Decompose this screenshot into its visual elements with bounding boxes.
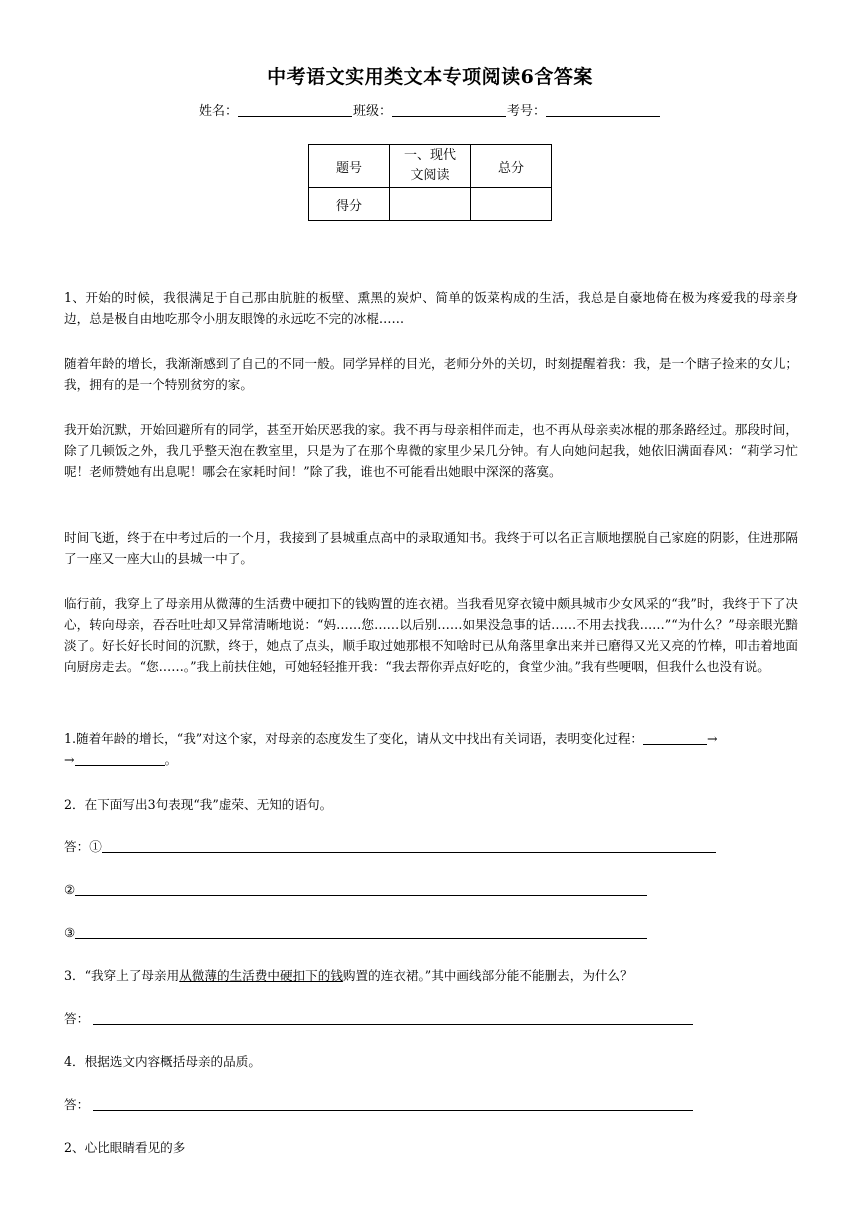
header-section-one-line1: 一、现代 <box>403 148 456 163</box>
passage-paragraph-4: 时间飞逝，终于在中考过后的一个月，我接到了县城重点高中的录取通知书。我终于可以名正言顺地摆脱自己家庭的阴影，住进那隔了一座又一座大山的县城一中了。 <box>64 530 798 566</box>
question-3-pre: 3．“我穿上了母亲用 <box>64 968 180 983</box>
answer-line-q3[interactable] <box>93 1010 693 1025</box>
score-label: 得分 <box>309 188 390 221</box>
arrow-2: → <box>64 752 75 767</box>
question-4: 4．根据选文内容概括母亲的品质。 <box>64 1054 261 1069</box>
question-1-end: 。 <box>164 752 178 767</box>
passage-paragraph-5: 临行前，我穿上了母亲用从微薄的生活费中硬扣下的钱购置的连衣裙。当我看见穿衣镜中颇具城市少女风采的“我”时，我终于下了决心，转向母亲，吞吞吐吐却又异常清晰地说：“妈……您……以后别……如果没急事的话……不用去找我……”“为什么？”母亲眼光黯淡了。好长好长时间的沉默，终于，她点了点头，顺手取过她那根不知啥时已从角落里拿出来并已磨得又光又亮的竹棒，叩击着地面向厨房走去。“您……。”我上前扶住她，可她轻轻推开我：“我去帮你弄点好吃的，食堂少油。”我有些哽咽，但我什么也没有说。 <box>64 596 798 674</box>
answer-prefix: 答： <box>64 1011 90 1026</box>
question-1 <box>64 728 798 770</box>
question-1-blank-1[interactable] <box>643 730 707 745</box>
class-label: 班级： <box>352 104 392 119</box>
passage-paragraph-2: 随着年龄的增长，我渐渐感到了自己的不同一般。同学异样的目光，老师分外的关切，时刻提醒着我：我，是一个瞎子捡来的女儿；我，拥有的是一个特别贫穷的家。 <box>64 356 798 392</box>
question-3 <box>64 965 798 986</box>
answer-prefix: 答：① <box>64 839 102 854</box>
answer-line-3[interactable] <box>75 924 647 939</box>
arrow-1: → <box>707 731 718 746</box>
header-total: 总分 <box>471 145 552 188</box>
question-1-blank-2[interactable] <box>75 751 165 766</box>
document-title: 中考语文实用类文本专项阅读6含答案 <box>267 66 593 88</box>
header-question-number: 题号 <box>309 145 390 188</box>
student-info-line <box>0 100 860 119</box>
score-cell-section-one[interactable] <box>390 188 471 221</box>
header-section-one <box>390 145 471 188</box>
question-4-answer <box>64 1094 798 1115</box>
name-label: 姓名： <box>198 104 238 119</box>
answer-line-q4[interactable] <box>93 1096 693 1111</box>
exam-number-blank[interactable] <box>546 116 660 117</box>
score-table-score-row <box>309 188 552 221</box>
class-blank[interactable] <box>392 116 506 117</box>
score-table-header-row <box>309 145 552 188</box>
name-blank[interactable] <box>238 116 352 117</box>
score-table <box>308 144 552 221</box>
question-3-answer <box>64 1008 798 1029</box>
header-section-one-line2: 文阅读 <box>410 168 450 183</box>
question-2-answer-1 <box>64 836 798 857</box>
question-2-answer-3 <box>64 922 798 943</box>
answer-line-2[interactable] <box>75 881 647 896</box>
exam-number-label: 考号： <box>507 104 547 119</box>
passage-paragraph-3: 我开始沉默，开始回避所有的同学，甚至开始厌恶我的家。我不再与母亲相伴而走，也不再从母亲卖冰棍的那条路经过。那段时间，除了几顿饭之外，我几乎整天泡在教室里，只是为了在那个卑微的家里少呆几分钟。有人向她问起我，她依旧满面春风：“莉学习忙呢！老师赞她有出息呢！哪会在家耗时间！”除了我，谁也不可能看出她眼中深深的落寞。 <box>64 422 798 479</box>
question-2-answer-2 <box>64 879 798 900</box>
question-3-underlined: 从微薄的生活费中硬扣下的钱 <box>179 968 343 983</box>
passage-paragraph-1: 1、开始的时候，我很满足于自己那由肮脏的板壁、熏黑的炭炉、简单的饭菜构成的生活，我总是自豪地倚在极为疼爱我的母亲身边，总是极自由地吃那令小朋友眼馋的永远吃不完的冰棍…… <box>64 290 798 326</box>
question-1-text: 1.随着年龄的增长，“我”对这个家，对母亲的态度发生了变化，请从文中找出有关词语，表明变化过程： <box>64 731 644 746</box>
score-cell-total[interactable] <box>471 188 552 221</box>
answer-line-1[interactable] <box>102 838 716 853</box>
answer-mark-3: ③ <box>64 925 76 940</box>
question-2: 2．在下面写出3句表现“我”虚荣、无知的语句。 <box>64 797 333 812</box>
answer-prefix: 答： <box>64 1097 90 1112</box>
next-section-heading: 2、心比眼睛看见的多 <box>64 1140 186 1155</box>
question-3-post: 购置的连衣裙。”其中画线部分能不能删去，为什么？ <box>342 968 633 983</box>
answer-mark-2: ② <box>64 882 76 897</box>
